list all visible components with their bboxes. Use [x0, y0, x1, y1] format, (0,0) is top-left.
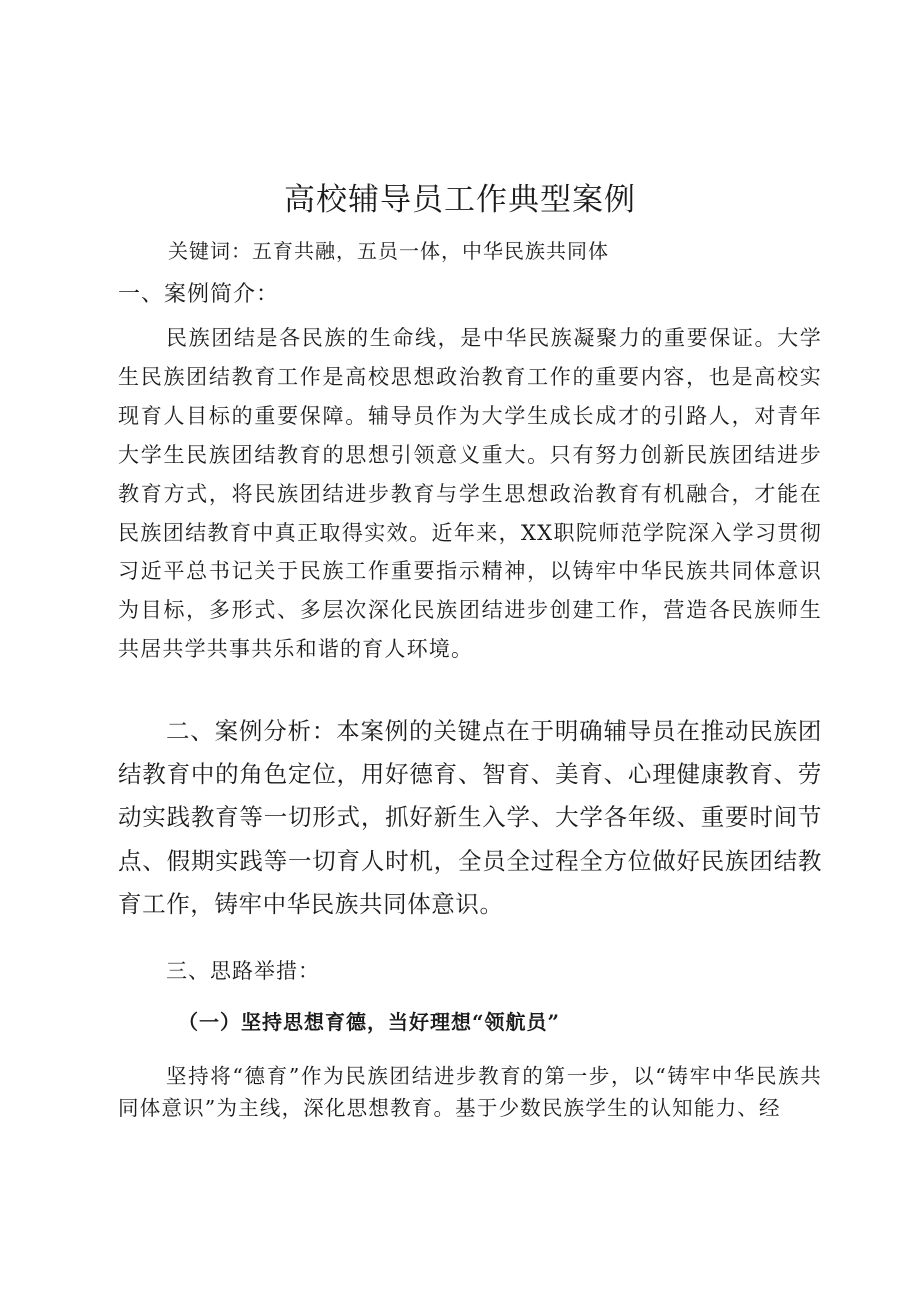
case-analysis-paragraph: 二、案例分析：本案例的关键点在于明确辅导员在推动民族团结教育中的角色定位，用好德育、智育、美育、心理健康教育、劳动实践教育等一切形式，抓好新生入学、大学各年级、重要时间节点、假期实践等一切育人时机，全员全过程全方位做好民族团结教育工作，铸牢中华民族共同体意识。: [118, 717, 822, 918]
moral-education-paragraph: 坚持将“德育”作为民族团结进步教育的第一步，以“铸牢中华民族共同体意识”为主线，深化思想教育。基于少数民族学生的认知能力、经: [118, 1064, 822, 1120]
subsection-heading-moral-education: （一）坚持思想育德，当好理想“领航员”: [178, 1010, 561, 1034]
case-intro-paragraph: 民族团结是各民族的生命线，是中华民族凝聚力的重要保证。大学生民族团结教育工作是高校思想政治教育工作的重要内容，也是高校实现育人目标的重要保障。辅导员作为大学生成长成才的引路人，对青年大学生民族团结教育的思想引领意义重大。只有努力创新民族团结进步教育方式，将民族团结进步教育与学生思想政治教育有机融合，才能在民族团结教育中真正取得实效。近年来，XX职院师范学院深入学习贯彻习近平总书记关于民族工作重要指示精神，以铸牢中华民族共同体意识为目标，多形式、多层次深化民族团结进步创建工作，营造各民族师生共居共学共事共乐和谐的育人环境。: [118, 326, 822, 662]
document-title: 高校辅导员工作典型案例: [284, 182, 636, 218]
keywords-line: 关键词：五育共融，五员一体，中华民族共同体: [168, 239, 609, 263]
section-heading-case-intro: 一、案例简介：: [118, 282, 280, 307]
section-heading-measures: 三、思路举措：: [166, 959, 320, 983]
